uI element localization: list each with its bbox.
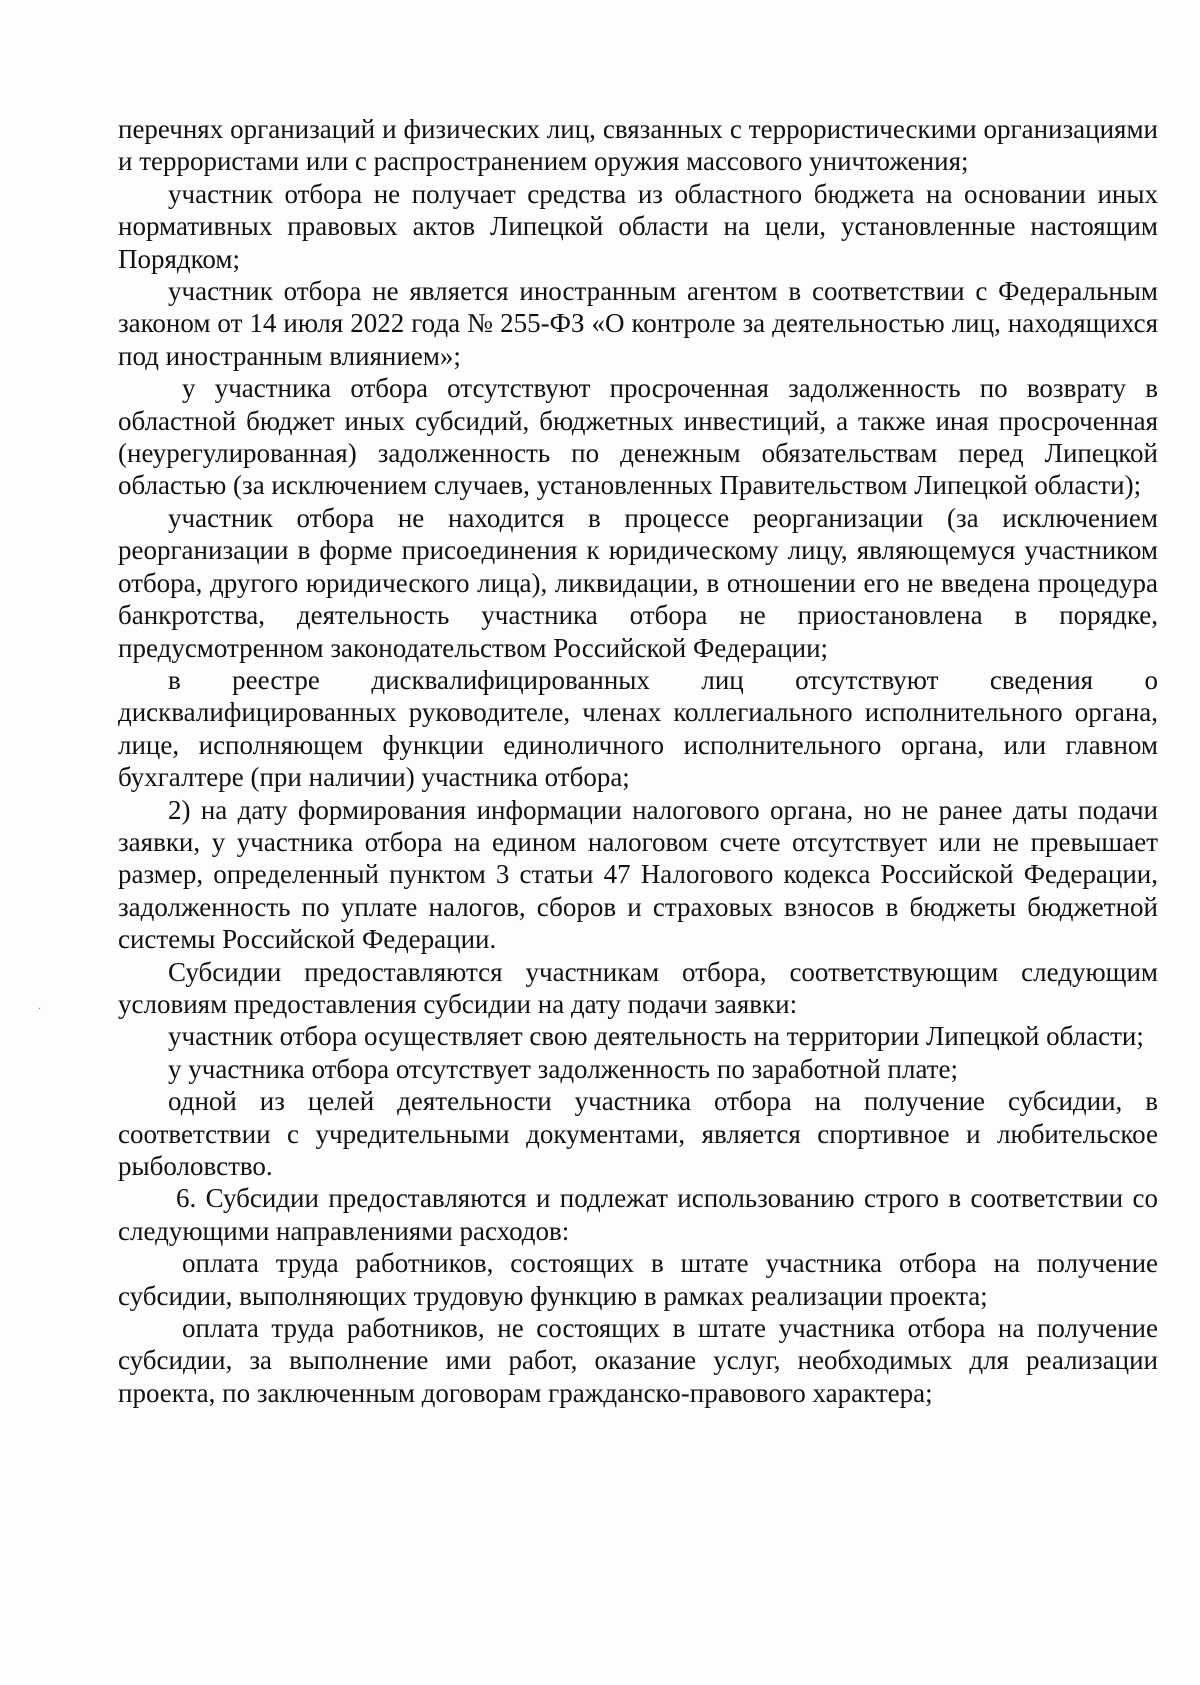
document-body bbox=[118, 113, 1158, 1409]
paragraph-contractor-wages: оплата труда работников, не состоящих в штате участника отбора на получение субсидии, за выполнение ими работ, оказание услуг, необходимых для реализации проекта, по заключенным договорам гражданско-правового характера; bbox=[118, 1313, 1158, 1408]
paragraph-terror-lists: перечнях организаций и физических лиц, связанных с террористическими организациями и террористами или с распространением оружия массового уничтожения; bbox=[118, 114, 1158, 177]
paragraph-overdue-debt: у участника отбора отсутствуют просроченная задолженность по возврату в областной бюджет иных субсидий, бюджетных инвестиций, а также иная просроченная (неурегулированная) задолженность по денежным обязательствам перед Липецкой областью (за исключением случаев, установленных Правительством Липецкой области); bbox=[118, 373, 1158, 501]
paragraph-fishing-goal: одной из целей деятельности участника отбора на получение субсидии, в соответствии с учредительными документами, является спортивное и любительское рыболовство. bbox=[118, 1086, 1158, 1181]
paragraph-no-salary-debt: у участника отбора отсутствует задолженность по заработной плате; bbox=[168, 1053, 959, 1084]
paragraph-section-6: 6. Субсидии предоставляются и подлежат использованию строго в соответствии со следующими направлениями расходов: bbox=[118, 1183, 1158, 1246]
paragraph-staff-wages: оплата труда работников, состоящих в штате участника отбора на получение субсидии, выполняющих трудовую функцию в рамках реализации проекта; bbox=[118, 1248, 1158, 1311]
paragraph-subsidy-conditions: Субсидии предоставляются участникам отбора, соответствующим следующим условиям предоставления субсидии на дату подачи заявки: bbox=[118, 956, 1158, 1019]
paragraph-foreign-agent: участник отбора не является иностранным агентом в соответствии с Федеральным законом от 14 июля 2022 года № 255-ФЗ «О контроле за деятельностью лиц, находящихся под иностранным влиянием»; bbox=[118, 276, 1158, 371]
paragraph-tax-debt: 2) на дату формирования информации налогового органа, но не ранее даты подачи заявки, у участника отбора на едином налоговом счете отсутствует или не превышает размер, определенный пунктом 3 статьи 47 Налогового кодекса Российской Федерации, задолженность по уплате налогов, сборов и страховых взносов в бюджеты бюджетной системы Российской Федерации. bbox=[118, 794, 1158, 955]
paragraph-disqualified-register: в реестре дисквалифицированных лиц отсутствуют сведения о дисквалифицированных руководителе, членах коллегиального исполнительного органа, лице, исполняющем функции единоличного исполнительного органа, или главном бухгалтере (при наличии) участника отбора; bbox=[118, 664, 1158, 793]
paragraph-reorganization: участник отбора не находится в процессе реорганизации (за исключением реорганизации в форме присоединения к юридическому лицу, являющемуся участником отбора, другого юридического лица), ликвидации, в отношении его не введена процедура банкротства, деятельность участника отбора не приостановлена в порядке, предусмотренном законодательством Российской Федерации; bbox=[118, 502, 1158, 663]
scan-speck: · bbox=[38, 1004, 42, 1015]
paragraph-no-regional-funds: участник отбора не получает средства из областного бюджета на основании иных нормативных правовых актов Липецкой области на цели, установленные настоящим Порядком; bbox=[118, 178, 1158, 274]
paragraph-lipetsk-territory: участник отбора осуществляет свою деятельность на территории Липецкой области; bbox=[168, 1021, 1144, 1052]
